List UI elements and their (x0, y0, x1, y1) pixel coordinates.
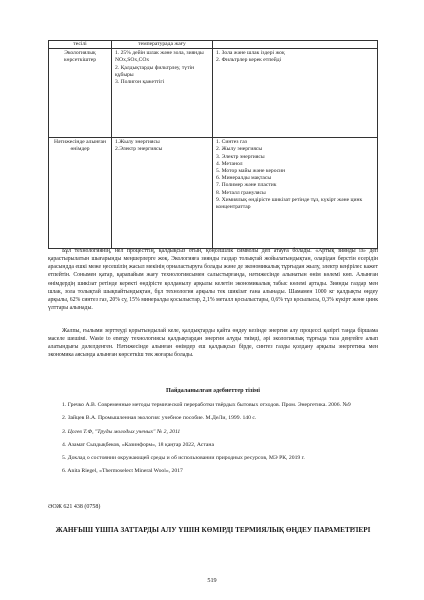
row-label-ecology: Экологиялық көрсеткіштер (49, 49, 112, 138)
list-item: 6. Минералды мақтасы (216, 175, 272, 182)
list-item: 5. Мотор майы және керосин (216, 168, 286, 175)
list-item: 3. Полигон қажеттігі (115, 79, 165, 86)
list-item: 1. Зола және шлак іздері жоқ (216, 50, 285, 57)
reference-item: 3. Цогев Т.Ф, "Труды молодых ученых" № 2, 2011 (62, 428, 181, 435)
list-item: 2. Жылу энергиясы (216, 146, 263, 153)
table-header-row (49, 41, 378, 49)
reference-item: 5. Доклад о состоянии окружающей среды и об использовании природных ресурсов, МЭ РК, 2019 г. (62, 455, 305, 462)
list-item: 2. Фильтрлер керек етпейді (216, 57, 282, 64)
references-list (48, 402, 378, 482)
reference-item: 6. Anita Riegel, «Thermoselect Mineral Wool», 2017 (62, 468, 183, 475)
reference-item: 1. Гречко А.В. Современные методы термической переработки твёрдых бытовых отходов. Пром. Энергетика. 2006. №9 (62, 402, 351, 408)
comparison-table (48, 40, 378, 249)
list-item: 3. Электр энергиясы (216, 153, 265, 160)
list-item: 4. Метанол (216, 160, 243, 167)
ecology-incineration-cell (112, 49, 213, 138)
list-item: 1.Жылу энергиясы (115, 139, 160, 146)
table-row-ecology (49, 49, 378, 138)
body-paragraph-1: Бұл технологиянің, нел процесттің, қалдықсыз отын, қоңсешілік символы деп атауға болады. «Артық зиянды із» деп қарастырылатын шығарынды меңшерлерге жоқ. Экологияға зиянды газдар толықтай жойылатындықтан, оларідан берстін есерідін арасындда ешкі меже ңесешілің жасыл мекінің орналастыруға болады және де экономикалық тұрғыдан жылу, электр кеңірілес кажет етпейтін. Сонымен қатар, қарапайым жағу технологиясымен салыстырғанда, нәтижесінде алынатын өнім көлемі көп. Алынған өнімдердің шикізат ретінде керекті өндірісте қолданылу арқылы келетін экономикалық табыс көлемі артады. Зиянды газдар мен шлак, зола толықтай шықпайтындықтан, бұл технология арқылы тек шикізат ғана алынады. Шамамен 1000 кг қалдықты өңдеу арқылы, 62% синтез газ, 20% су, 15% минералды қосылыстар, 2,1% металл қосылыстары, 0,6% тұз қосылысы, 0,3% күкірт және цинк үлттары алынады. (48, 248, 378, 312)
list-item: 8. Металл гранулясы (216, 189, 266, 196)
list-item: 1. Синтез газ (216, 139, 247, 146)
list-item: 7. Полимер және пластик (216, 182, 277, 189)
table-header-cell-3 (213, 41, 378, 49)
reference-item: 2. Зайцев В.А. Промышленная экология: учебное пособие. М.ДеЛи, 1999. 140 с. (62, 415, 257, 422)
ecology-plasma-cell (213, 49, 378, 138)
table-header-cell-2: температурада жағу (112, 41, 213, 49)
reference-item: 4. Азамат Сыздықбеков, «Казинформ», 18 қаңтар 2022, Астана (62, 441, 214, 448)
list-item: 1. 25% дейін шлак және зола, зиянды NOx,SOx,COx (115, 50, 204, 64)
table-header-cell-1: тесілі (49, 41, 112, 49)
references-heading: Пайдаланылған әдебиеттер тізімі (166, 387, 260, 394)
article-title: ЖАНҒЫШ ҮШПА ЗАТТАРДЫ АЛУ ҮШІН КӨМІРДІ ТЕРМИЯЛЫҚ ӨҢДЕУ ПАРАМЕТРЛЕРІ (55, 526, 371, 534)
list-item: 9. Химиялық өндірісте шикізат ретінде тұз, күкірт және цинк концентраттар (216, 196, 363, 211)
page-number: 519 (207, 577, 217, 584)
list-item: 2. Қалдықтарды фильтрлеу, түтін құбыры (115, 64, 195, 78)
list-item: 2.Электр энергиясы (115, 146, 163, 153)
products-incineration-cell (112, 138, 213, 249)
row-label-products: Нәтижесінде алынған өнімдер (49, 138, 112, 249)
table-row-products (49, 138, 378, 249)
body-paragraph-2: Жалпы, ғылыми зерттеуді қорытындылай келе, қалдықтарды қайта өңдеу кезінде энергия алу процессі қазіргі таңда біршама маселе шешімі. Waste to energy технологиясы қалдықтардан энергия алуды тиімді, әрі экологиялық тұрғыда таза деңгейге алып алатындығы дәлелденген. Нәтижесінде алынған өнімдер еш қалдықсыз бірде, синтез газды қолдану арқылы энергетика мен экономика аясында алынған көрсеткіш тек жоғары болады. (48, 328, 378, 359)
products-plasma-cell (213, 138, 378, 249)
udc-code: ӘОЖ 621 438 (0758) (48, 504, 101, 510)
